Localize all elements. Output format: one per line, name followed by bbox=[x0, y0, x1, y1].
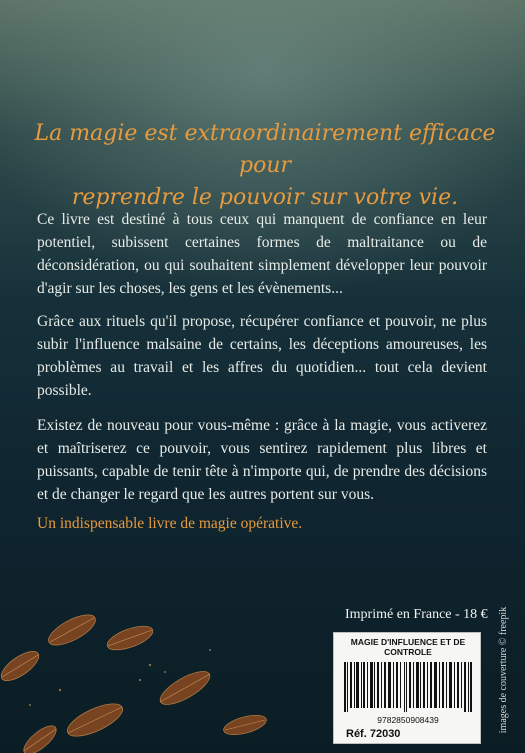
price-line: Imprimé en France - 18 € bbox=[345, 607, 488, 622]
tagline bbox=[30, 118, 500, 214]
barcode bbox=[344, 662, 472, 712]
description-paragraph-1: Ce livre est destiné à tous ceux qui manquent de confiance en leur potentiel, subissent certaines formes de maltraitance ou de déconsidération, ou qui souhaitent simplement développer leur pouvoir d'agir sur les choses, les gens et les évènements... bbox=[37, 211, 487, 297]
price-sticker bbox=[333, 632, 481, 744]
tagline-line-2: reprendre le pouvoir sur votre vie. bbox=[71, 185, 459, 210]
sticker-title: MAGIE D'INFLUENCE ET DE CONTROLE bbox=[350, 637, 466, 657]
tagline-line-1: La magie est extraordinairement efficace pour bbox=[34, 121, 496, 178]
reference-number: Réf. 72030 bbox=[346, 728, 401, 740]
description-paragraph-2: Grâce aux rituels qu'il propose, récupérer confiance et pouvoir, ne plus subir l'influence malsaine de certains, les déceptions amoureuses, les problèmes au travail et les affres du quotidien... tout cela devient possible. bbox=[37, 313, 487, 399]
autumn-leaves-decoration bbox=[0, 580, 330, 753]
barcode-number: 9782850908439 bbox=[377, 715, 439, 725]
description-paragraph-3: Existez de nouveau pour vous-même : grâce à la magie, vous activerez et maîtriserez ce pouvoir, vous sentirez rapidement plus libres et puissants, capable de tenir tête à n'importe qui, de prendre des décisions et de changer le regard que les autres portent sur vous. bbox=[37, 417, 487, 503]
closing-line: Un indispensable livre de magie opérative. bbox=[37, 515, 303, 532]
image-credit: images de couverture © freepik bbox=[498, 606, 509, 734]
